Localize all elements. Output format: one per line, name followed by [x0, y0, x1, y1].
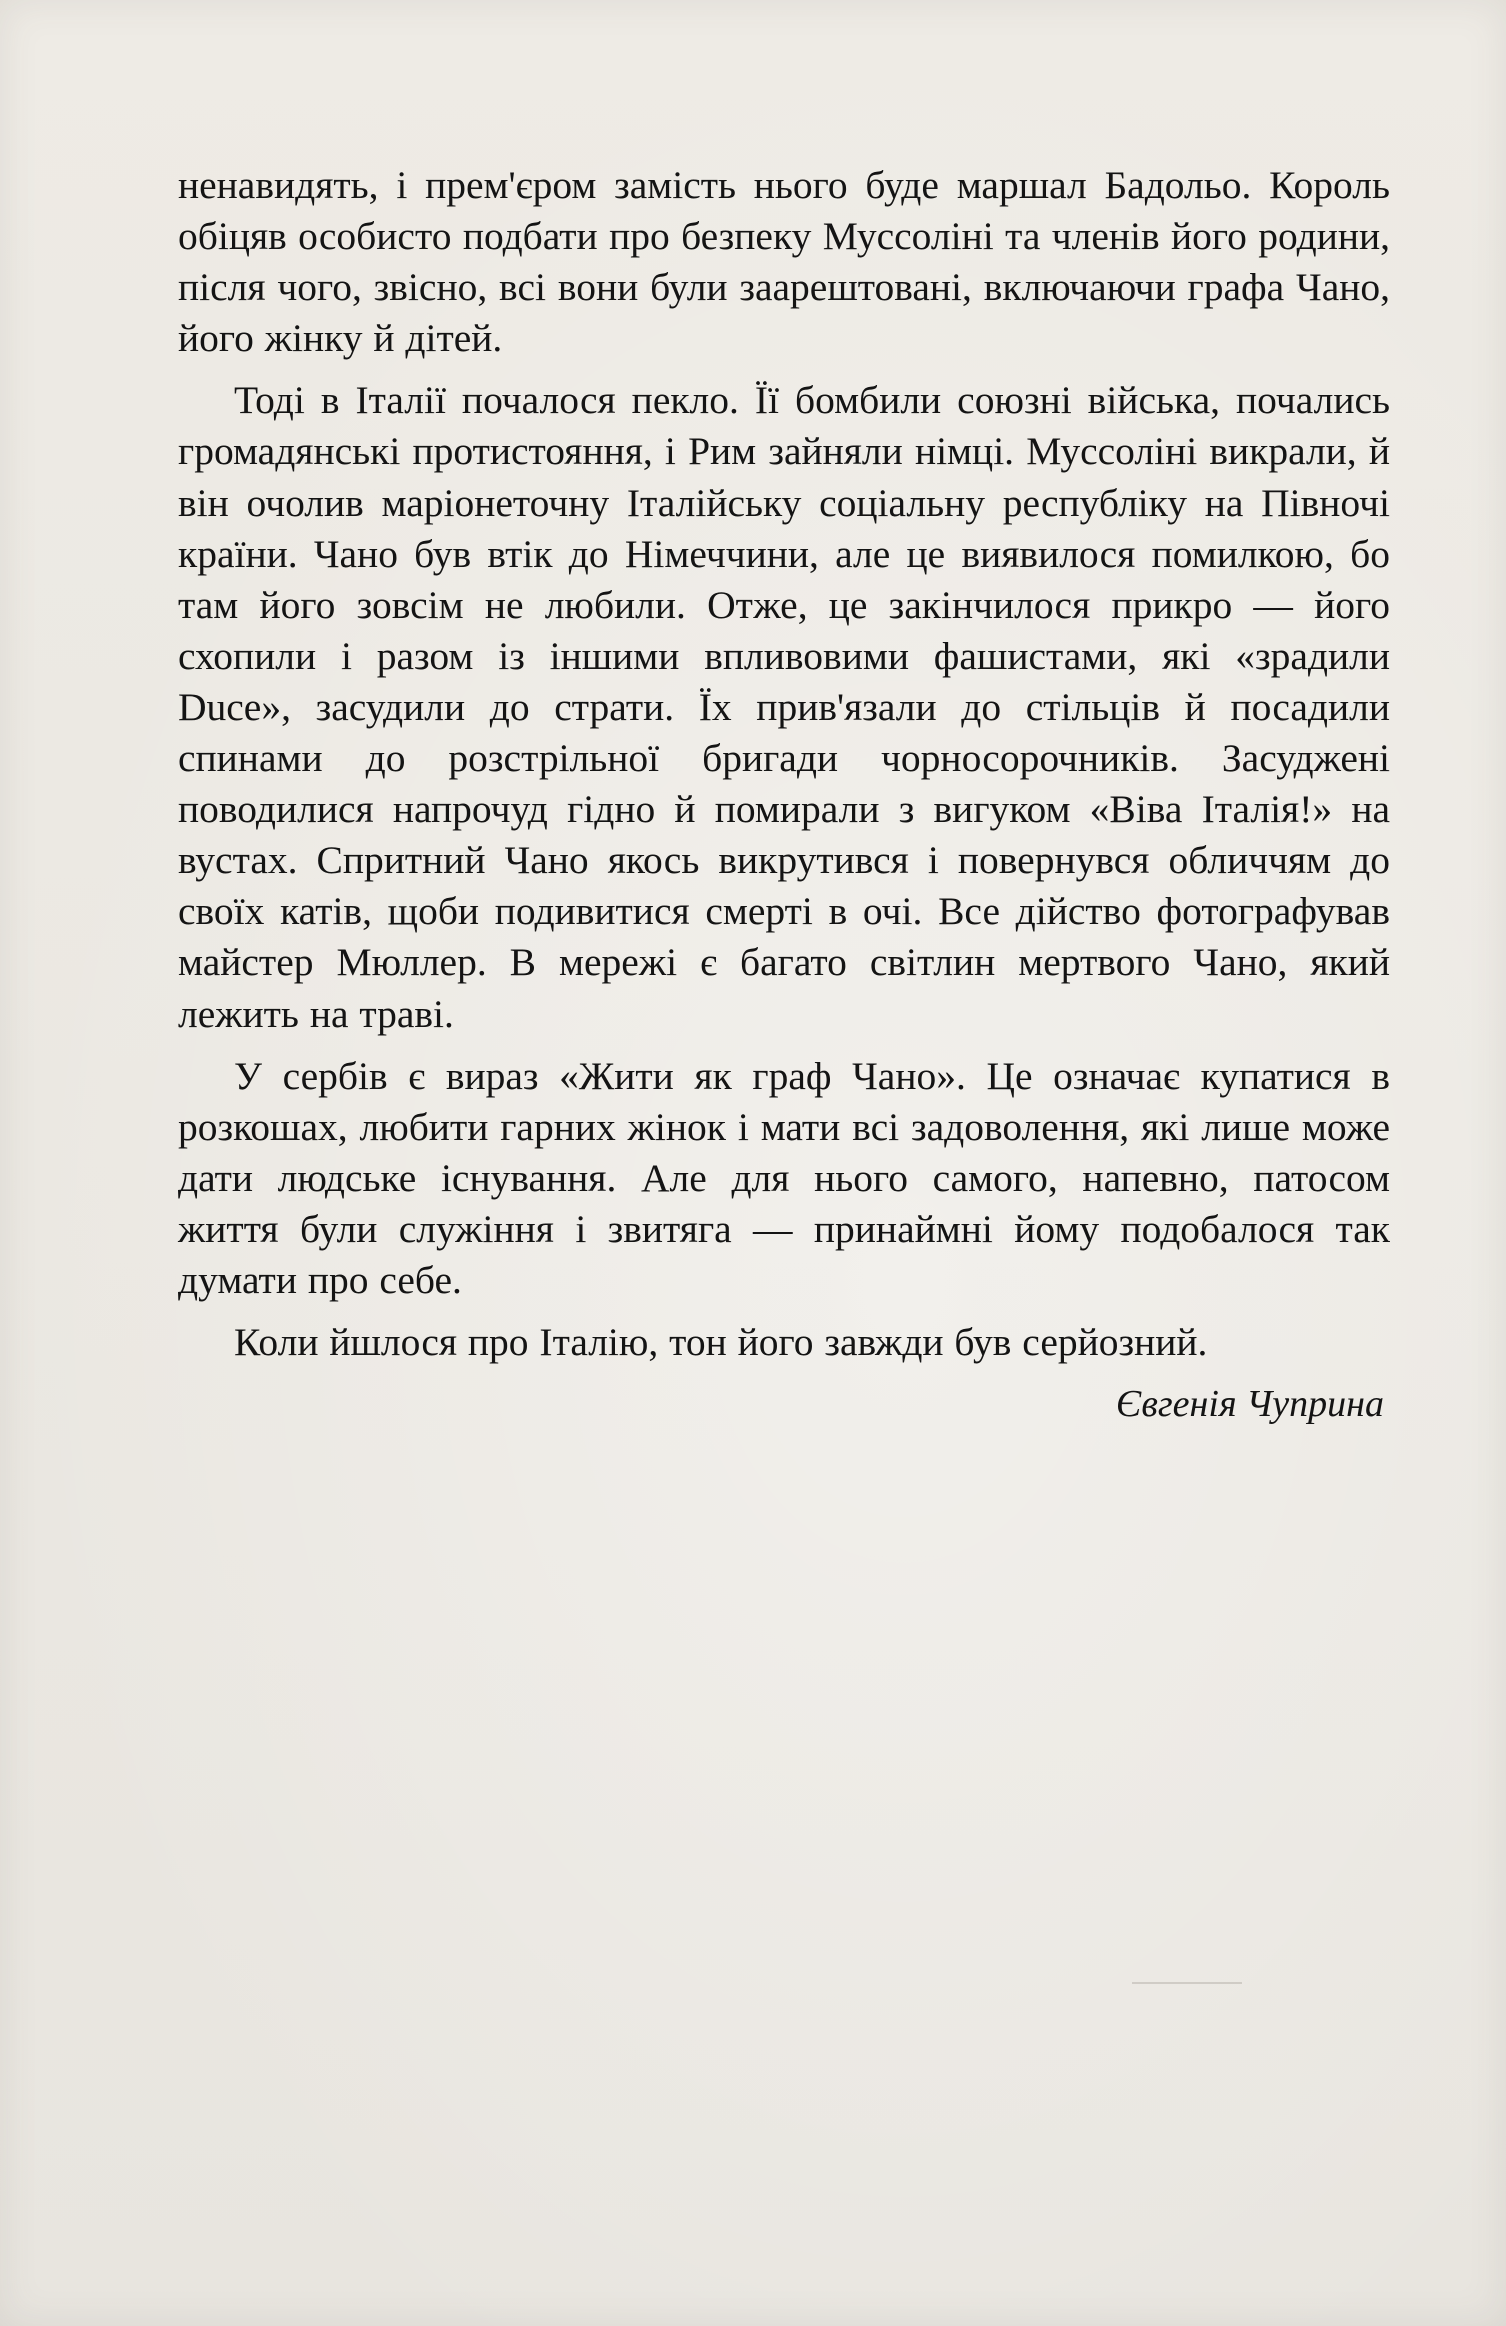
page-body-text [178, 160, 1390, 1430]
author-signature: Євгенія Чуприна [1115, 1383, 1384, 1426]
paragraph-2: Тоді в Італії почалося пекло. Її бомбили союзні війська, почались громадянські протистояння, і Рим зайняли німці. Муссоліні викрали, й він очолив маріонеточну Італійську соціальну республіку на Півночі країни. Чано був втік до Німеччини, але це виявилося помилкою, бо там його зовсім не любили. Отже, це закінчилося прикро — його схопили і разом із іншими впливовими фашистами, які «зрадили Duce», засудили до страти. Їх прив'язали до стільців й посадили спинами до розстрільної бригади чорносорочників. Засуджені поводилися напрочуд гідно й помирали з вигуком «Віва Італія!» на вустах. Спритний Чано якось викрутився і повернувся обличчям до своїх катів, щоби подивитися смерті в очі. Все дійство фотографував майстер Мюллер. В мережі є багато світлин мертвого Чано, який лежить на траві. [178, 378, 1390, 1036]
paragraph-4: Коли йшлося про Італію, тон його завжди був серйозний. [234, 1320, 1208, 1365]
paragraph-1: ненавидять, і прем'єром замість нього буде маршал Бадольо. Король обіцяв особисто подбати про безпеку Муссоліні та членів його родини, після чого, звісно, всі вони були заарештовані, включаючи графа Чано, його жінку й дітей. [178, 163, 1390, 361]
faint-divider [1132, 1982, 1242, 1984]
paragraph-3: У сербів є вираз «Жити як граф Чано». Це означає купатися в розкошах, любити гарних жінок і мати всі задоволення, які лише може дати людське існування. Але для нього самого, напевно, патосом життя були служіння і звитяга — принаймні йому подобалося так думати про себе. [178, 1053, 1390, 1302]
